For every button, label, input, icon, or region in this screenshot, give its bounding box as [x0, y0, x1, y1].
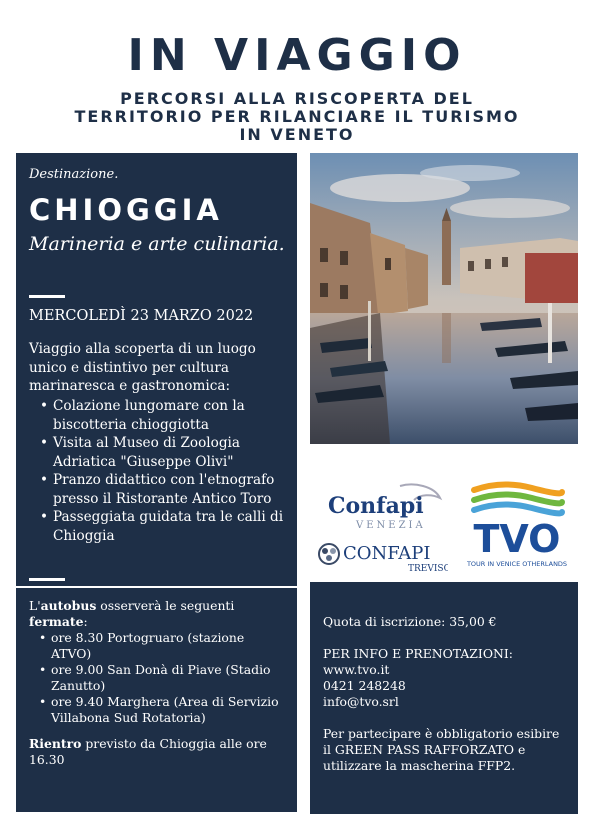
list-item: • Visita al Museo di Zoologia Adriatica "Giuseppe Olivi" [53, 434, 291, 471]
stops-label [29, 614, 287, 630]
confapi-treviso-sub: TREVISO [408, 564, 448, 574]
destination-label: Destinazione. [29, 167, 119, 182]
event-date: MERCOLEDÌ 23 MARZO 2022 [29, 308, 254, 324]
destination-panel [16, 153, 297, 586]
list-item: • ore 9.40 Marghera (Area di Servizio Villabona Sud Rotatoria) [51, 694, 287, 726]
program-intro: Viaggio alla scoperta di un luogo unico e distintivo per cultura marinaresca e gastronomica: [29, 341, 256, 394]
green-pass-notice: Per partecipare è obbligatorio esibire il GREEN PASS RAFFORZATO e utilizzare la mascherina FFP2. [323, 726, 560, 773]
destination-city: CHIOGGIA [29, 193, 223, 227]
tvo-logo [462, 478, 572, 570]
list-item: • Passeggiata guidata tra le calli di Chioggia [53, 508, 291, 545]
info-content [323, 614, 571, 774]
info-panel [310, 582, 578, 814]
email-link[interactable]: info@tvo.srl [323, 694, 399, 709]
transport-panel [16, 588, 297, 812]
chioggia-canal-photo [310, 153, 578, 444]
program-list [29, 397, 291, 545]
destination-tagline: Marineria e arte culinaria. [29, 233, 285, 255]
return-text: previsto da Chioggia alle ore 16.30 [29, 736, 267, 767]
bus-intro-pre: L' [29, 598, 41, 613]
page-subtitle: PERCORSI ALLA RISCOPERTA DEL TERRITORIO PER RILANCIARE IL TURISMO IN VENETO [74, 89, 520, 144]
lion-icon [322, 482, 450, 532]
phone-number[interactable]: 0421 248248 [323, 678, 406, 693]
confapi-treviso-logo [318, 540, 448, 574]
confapi-venezia-logo [322, 482, 450, 532]
stops-label-bold: fermate [29, 614, 84, 629]
tvo-name: TVO [473, 517, 561, 561]
canal-illustration [310, 153, 578, 444]
bus-intro-post: osserverà le seguenti [96, 598, 235, 613]
stops-label-colon: : [83, 614, 88, 629]
bus-intro-bold: autobus [40, 598, 97, 613]
contact-title: PER INFO E PRENOTAZIONI: [323, 646, 513, 661]
confapi-venezia-name: Confapi [328, 493, 424, 519]
return-info [29, 736, 287, 768]
list-item: • Pranzo didattico con l'etnografo presso il Ristorante Antico Toro [53, 471, 291, 508]
confapi-venezia-sub: VENEZIA [356, 520, 426, 531]
page-title: IN VIAGGIO [127, 30, 467, 81]
tvo-tagline: TOUR IN VENICE OTHERLANDS [466, 560, 568, 568]
list-item: • ore 8.30 Portogruaro (stazione ATVO) [51, 630, 287, 662]
tvo-waves-icon [462, 478, 572, 570]
confapi-emblem-icon [318, 540, 448, 574]
divider [29, 295, 65, 298]
list-item: • Colazione lungomare con la biscotteria chioggiotta [53, 397, 291, 434]
website-link[interactable]: www.tvo.it [323, 662, 390, 677]
transport-info [29, 598, 287, 768]
divider [29, 578, 65, 581]
bus-intro [29, 598, 287, 614]
confapi-treviso-name: CONFAPI [343, 543, 431, 564]
list-item: • ore 9.00 San Donà di Piave (Stadio Zanutto) [51, 662, 287, 694]
stops-list [29, 630, 287, 726]
return-bold: Rientro [29, 736, 82, 751]
fee-text: Quota di iscrizione: 35,00 € [323, 614, 497, 629]
